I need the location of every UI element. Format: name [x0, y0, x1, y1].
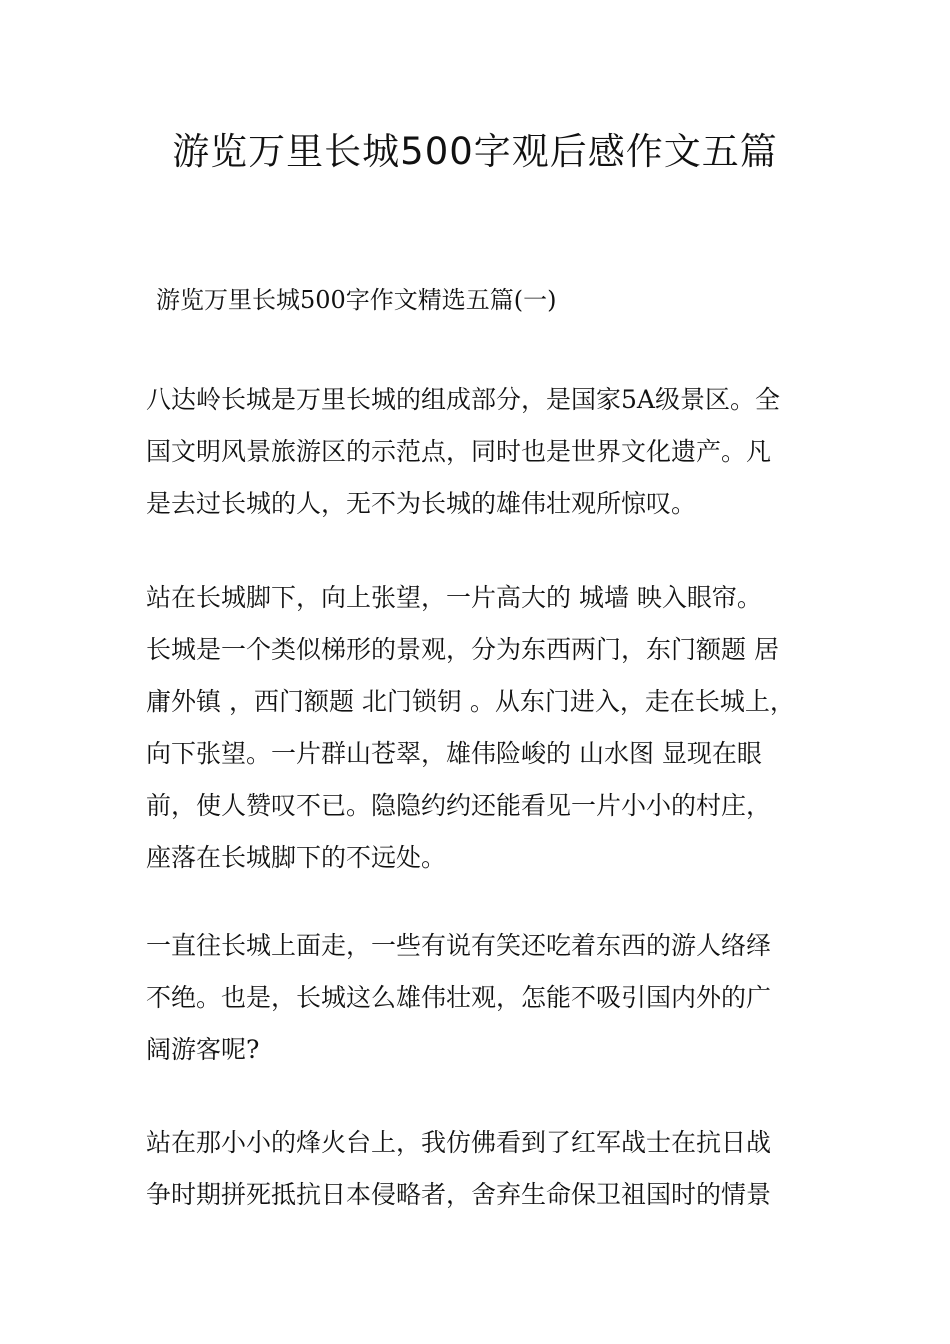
paragraph-line: 站在长城脚下，向上张望，一片高大的 城墙 映入眼帘。 — [146, 583, 762, 612]
paragraph-line: 座落在长城脚下的不远处。 — [146, 843, 447, 872]
paragraph-4 — [146, 1117, 771, 1221]
paragraph-line: 是去过长城的人，无不为长城的雄伟壮观所惊叹。 — [146, 489, 697, 518]
section-subtitle: 游览万里长城500字作文精选五篇(一) — [156, 286, 557, 314]
paragraph-3 — [146, 920, 771, 1076]
paragraph-line: 前，使人赞叹不已。隐隐约约还能看见一片小小的村庄， — [146, 791, 772, 820]
paragraph-line: 庸外镇 ，西门额题 北门锁钥 。从东门进入，走在长城上， — [146, 687, 795, 716]
paragraph-line: 八达岭长城是万里长城的组成部分，是国家5A级景区。全 — [146, 385, 780, 414]
paragraph-line: 长城是一个类似梯形的景观，分为东西两门，东门额题 居 — [146, 635, 779, 664]
paragraph-line: 阔游客呢? — [146, 1035, 260, 1064]
paragraph-line: 向下张望。一片群山苍翠，雄伟险峻的 山水图 显现在眼 — [146, 739, 762, 768]
paragraph-1 — [146, 374, 780, 530]
paragraph-line: 站在那小小的烽火台上，我仿佛看到了红军战士在抗日战 — [146, 1128, 772, 1157]
paragraph-2 — [146, 572, 795, 884]
paragraph-line: 不绝。也是，长城这么雄伟壮观，怎能不吸引国内外的广 — [146, 983, 772, 1012]
paragraph-line: 一直往长城上面走，一些有说有笑还吃着东西的游人络绎 — [146, 931, 772, 960]
paragraph-line: 国文明风景旅游区的示范点，同时也是世界文化遗产。凡 — [146, 437, 772, 466]
document-title: 游览万里长城500字观后感作文五篇 — [172, 130, 778, 173]
paragraph-line: 争时期拼死抵抗日本侵略者，舍弃生命保卫祖国时的情景 — [146, 1180, 772, 1209]
